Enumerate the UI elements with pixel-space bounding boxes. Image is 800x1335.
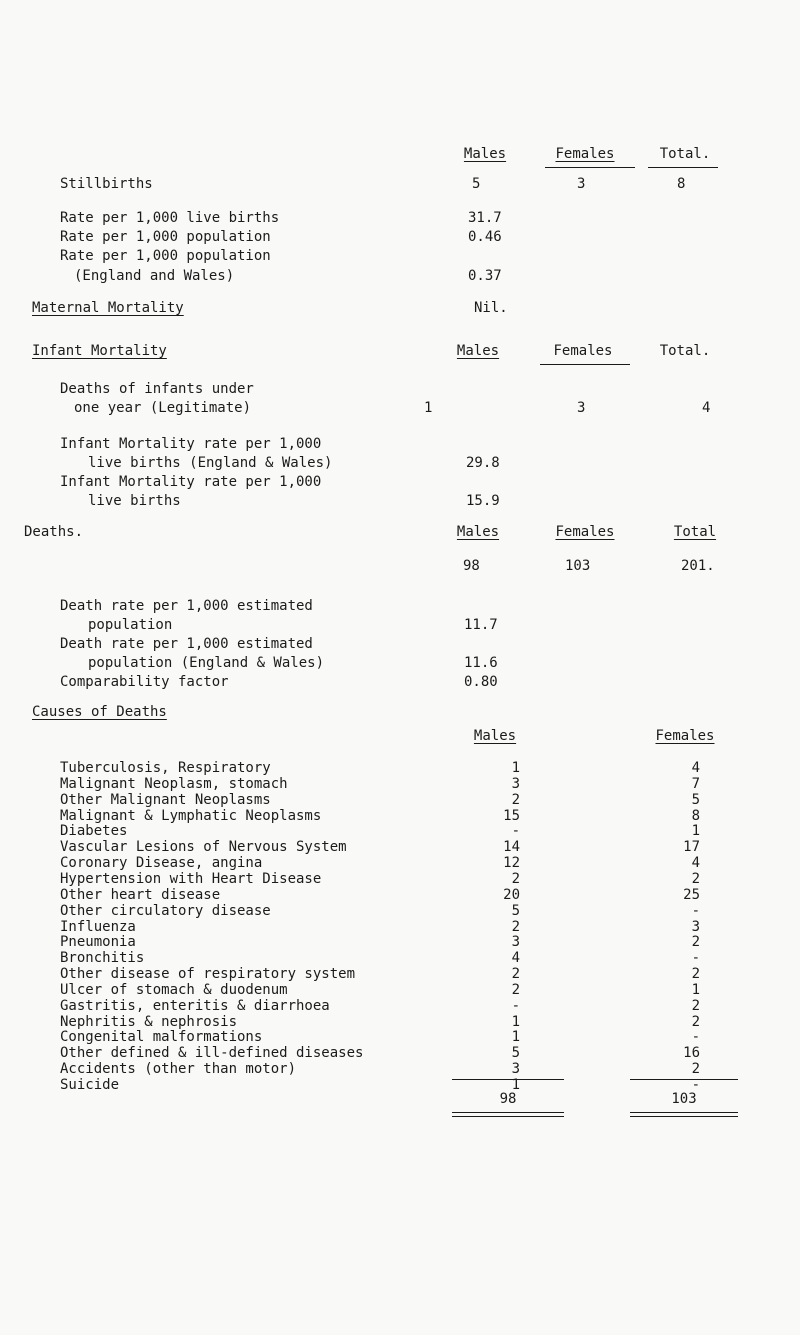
cause-label: Malignant & Lymphatic Neoplasms [60,808,322,824]
cause-females: 2 [691,1014,700,1030]
causes-double-rule-males-2 [452,1116,564,1117]
cause-females: 1 [691,982,700,998]
cause-females: 17 [683,839,700,855]
infant-rate-label: Infant Mortality rate per 1,000 [60,474,322,490]
stillbirths-label: Stillbirths [60,176,153,192]
rate-value: 0.37 [468,268,502,284]
cause-males: 2 [511,919,520,935]
rate-label-sub: (England and Wales) [74,268,235,284]
cause-label: Congenital malformations [60,1029,263,1045]
cause-label: Other disease of respiratory system [60,966,356,982]
cause-label: Suicide [60,1077,120,1093]
infant-rate-label-sub: live births [88,493,181,509]
stillbirths-males: 5 [472,176,481,192]
infant-females: 3 [577,400,586,416]
cause-label: Pneumonia [60,934,136,950]
causes-total-females: 103 [671,1091,697,1107]
deaths-males: 98 [463,558,480,574]
cause-females: 5 [691,792,700,808]
causes-header-males: Males [473,728,517,744]
stillbirths-header-total: Total. [659,146,711,162]
cause-females: 2 [691,934,700,950]
cause-label: Hypertension with Heart Disease [60,871,322,887]
cause-males: 2 [511,966,520,982]
death-rate-label: Death rate per 1,000 estimated [60,598,313,614]
cause-males: 5 [511,903,520,919]
cause-males: 2 [511,792,520,808]
rate-label: Rate per 1,000 population [60,248,271,264]
cause-label: Ulcer of stomach & duodenum [60,982,288,998]
causes-double-rule-males [452,1112,564,1113]
infant-total: 4 [702,400,711,416]
cause-label: Other circulatory disease [60,903,271,919]
death-rate-label: Death rate per 1,000 estimated [60,636,313,652]
cause-females: 4 [691,760,700,776]
death-rate-label-sub: population (England & Wales) [88,655,325,671]
cause-males: 12 [503,855,520,871]
stillbirths-header-rule [545,167,635,168]
cause-label: Malignant Neoplasm, stomach [60,776,288,792]
cause-females: 2 [691,966,700,982]
cause-label: Other Malignant Neoplasms [60,792,271,808]
cause-males: 1 [511,1029,520,1045]
cause-label: Accidents (other than motor) [60,1061,297,1077]
rate-label: Rate per 1,000 live births [60,210,280,226]
deaths-header-males: Males [456,524,500,540]
stillbirths-header-rule-total [648,167,718,168]
cause-males: - [511,823,520,839]
infant-header-females: Females [553,343,613,359]
cause-females: 7 [691,776,700,792]
rate-value: 31.7 [468,210,502,226]
maternal-value: Nil. [474,300,508,316]
cause-label: Coronary Disease, angina [60,855,263,871]
stillbirths-females: 3 [577,176,586,192]
cause-males: 2 [511,871,520,887]
causes-total-males: 98 [499,1091,517,1107]
causes-total-rule-males [452,1079,564,1080]
cause-label: Other heart disease [60,887,221,903]
comparability-label: Comparability factor [60,674,229,690]
cause-males: 3 [511,1061,520,1077]
infant-rate-value: 15.9 [466,493,500,509]
cause-label: Other defined & ill-defined diseases [60,1045,364,1061]
cause-males: 15 [503,808,520,824]
cause-females: 3 [691,919,700,935]
causes-double-rule-females-2 [630,1116,738,1117]
cause-males: 5 [511,1045,520,1061]
deaths-label: Deaths. [24,524,84,540]
cause-females: - [691,950,700,966]
causes-header-females: Females [655,728,715,744]
rate-label: Rate per 1,000 population [60,229,271,245]
deaths-header-females: Females [555,524,615,540]
causes-total-rule-females [630,1079,738,1080]
cause-females: - [691,903,700,919]
death-rate-label-sub: population [88,617,173,633]
cause-males: 3 [511,776,520,792]
infant-rate-label-sub: live births (England & Wales) [88,455,333,471]
cause-females: - [691,1029,700,1045]
cause-males: 1 [511,1014,520,1030]
cause-males: 1 [511,760,520,776]
death-rate-value: 11.6 [464,655,498,671]
infant-rate-value: 29.8 [466,455,500,471]
deaths-females: 103 [565,558,591,574]
infant-rate-label: Infant Mortality rate per 1,000 [60,436,322,452]
death-rate-value: 11.7 [464,617,498,633]
stillbirths-header-males: Males [463,146,507,162]
infant-label: Infant Mortality [32,343,167,359]
infant-deaths-label-sub: one year (Legitimate) [74,400,252,416]
comparability-value: 0.80 [464,674,498,690]
cause-label: Vascular Lesions of Nervous System [60,839,347,855]
cause-label: Gastritis, enteritis & diarrhoea [60,998,330,1014]
cause-females: - [691,1077,700,1093]
cause-females: 25 [683,887,700,903]
cause-females: 2 [691,998,700,1014]
causes-label: Causes of Deaths [32,704,167,720]
cause-males: 1 [511,1077,520,1093]
cause-males: - [511,998,520,1014]
infant-header-males: Males [456,343,500,359]
cause-males: 20 [503,887,520,903]
cause-males: 14 [503,839,520,855]
cause-females: 4 [691,855,700,871]
stillbirths-header-females: Females [555,146,615,162]
cause-males: 2 [511,982,520,998]
cause-label: Influenza [60,919,136,935]
cause-males: 4 [511,950,520,966]
infant-header-total: Total. [659,343,711,359]
cause-females: 8 [691,808,700,824]
maternal-label: Maternal Mortality [32,300,184,316]
cause-females: 1 [691,823,700,839]
cause-label: Tuberculosis, Respiratory [60,760,271,776]
cause-males: 3 [511,934,520,950]
cause-females: 2 [691,1061,700,1077]
causes-double-rule-females [630,1112,738,1113]
infant-header-rule [540,364,630,365]
rate-value: 0.46 [468,229,502,245]
cause-label: Diabetes [60,823,128,839]
deaths-total: 201. [681,558,715,574]
infant-deaths-label: Deaths of infants under [60,381,254,397]
deaths-header-total: Total [673,524,717,540]
infant-males: 1 [424,400,433,416]
stillbirths-total: 8 [677,176,686,192]
cause-label: Nephritis & nephrosis [60,1014,238,1030]
cause-females: 16 [683,1045,700,1061]
cause-label: Bronchitis [60,950,145,966]
cause-females: 2 [691,871,700,887]
